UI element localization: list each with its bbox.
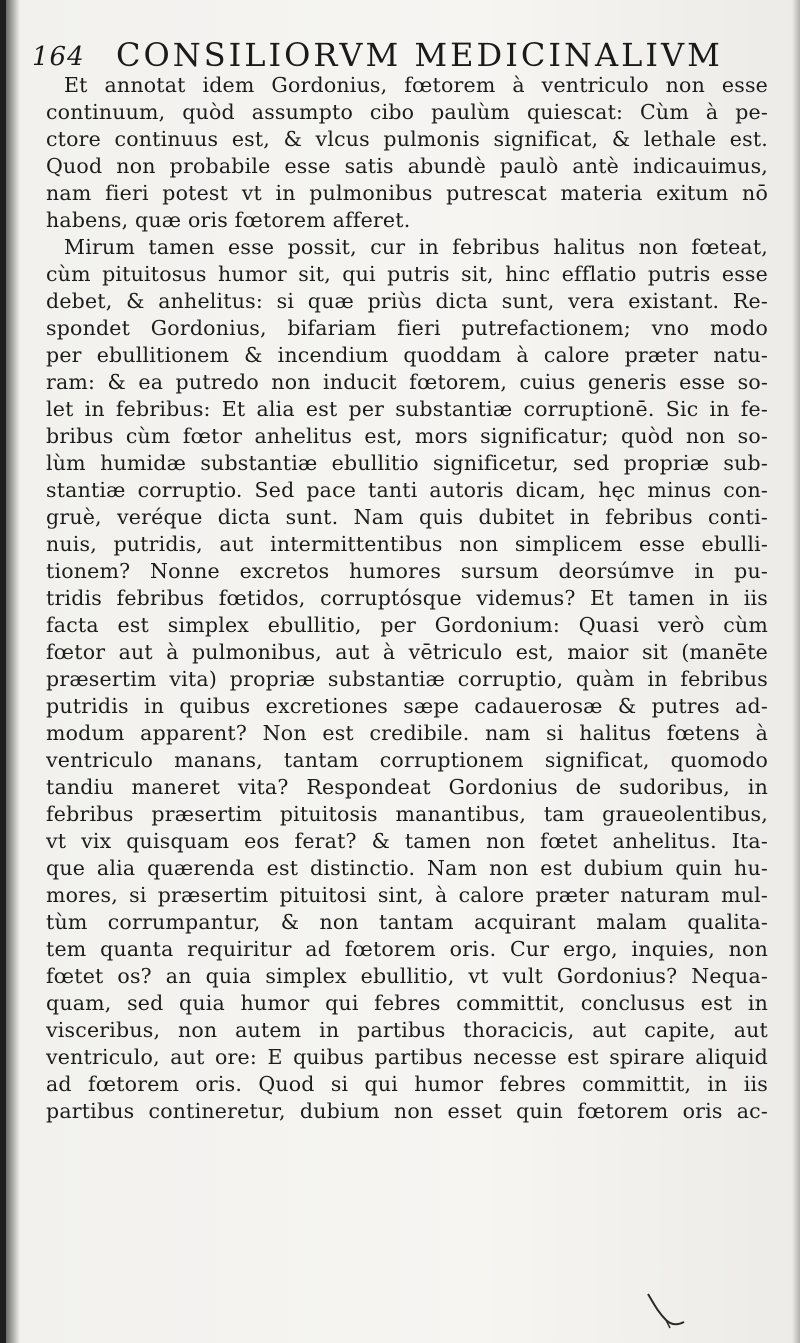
text-line: spondet Gordonius, bifariam fieri putrefactionem; vno modo [46,316,768,340]
text-line: fœtet os? an quia simplex ebullitio, vt vult Gordonius? Nequa- [46,964,768,988]
text-line: que alia quærenda est distinctio. Nam non est dubium quin hu- [46,856,768,880]
text-line: gruè, veréque dicta sunt. Nam quis dubitet in febribus conti- [46,505,768,529]
text-line: febribus præsertim pituitosis manantibus, tam graueolentibus, [46,802,768,826]
text-line: nuis, putridis, aut intermittentibus non simplicem esse ebulli- [46,532,768,556]
text-line: mores, si præsertim pituitosi sint, à calore præter naturam mul- [46,883,768,907]
text-line: tionem? Nonne excretos humores sursum deorsúmve in pu- [46,559,768,583]
page-number: 164 [32,42,85,72]
text-line: Quod non probabile esse satis abundè paulò antè indicauimus, [46,154,768,178]
text-line: putridis in quibus excretiones sæpe cadauerosæ & putres ad- [46,694,768,718]
text-line: per ebullitionem & incendium quoddam à calore præter natu- [46,343,768,367]
text-line: facta est simplex ebullitio, per Gordonium: Quasi verò cùm [46,613,768,637]
text-line: modum apparent? Non est credibile. nam si halitus fœtens à [46,721,768,745]
text-line: habens, quæ oris fœtorem afferet. [46,208,411,232]
text-line: Mirum tamen esse possit, cur in febribus halitus non fœteat, [64,235,768,259]
text-line: nam fieri potest vt in pulmonibus putrescat materia exitum nō [46,181,768,205]
text-line: continuum, quòd assumpto cibo paulùm quiescat: Cùm à pe- [46,100,768,124]
text-line: tandiu maneret vita? Respondeat Gordonius de sudoribus, in [46,775,768,799]
running-head: CONSILIORVM MEDICINALIVM [116,36,723,74]
text-line: let in febribus: Et alia est per substantiæ corruptionē. Sic in fe- [46,397,768,421]
text-line: ventriculo, aut ore: E quibus partibus necesse est spirare aliquid [46,1045,768,1069]
binding-edge [0,0,18,1343]
text-line: ad fœtorem oris. Quod si qui humor febres committit, in iis [46,1072,768,1096]
text-line: visceribus, non autem in partibus thoracicis, aut capite, aut [46,1018,768,1042]
text-line: quam, sed quia humor qui febres committit, conclusus est in [46,991,768,1015]
text-line: vt vix quisquam eos ferat? & tamen non fœtet anhelitus. Ita- [46,829,768,853]
text-line: ventriculo manans, tantam corruptionem significat, quomodo [46,748,768,772]
ink-stroke-mark [640,1290,700,1330]
text-line: fœtor aut à pulmonibus, aut à vētriculo est, maior sit (manēte [46,640,768,664]
text-line: partibus contineretur, dubium non esset quin fœtorem oris ac- [46,1099,768,1123]
text-line: tùm corrumpantur, & non tantam acquirant malam qualita- [46,910,768,934]
text-line: ctore continuus est, & vlcus pulmonis significat, & lethale est. [46,127,768,151]
body-text [46,72,768,1125]
text-line: lùm humidæ substantiæ ebullitio significetur, sed propriæ sub- [46,451,768,475]
text-line: ram: & ea putredo non inducit fœtorem, cuius generis esse so- [46,370,768,394]
text-line: præsertim vita) propriæ substantiæ corruptio, quàm in febribus [46,667,768,691]
text-line: cùm pituitosus humor sit, qui putris sit, hinc efflatio putris esse [46,262,768,286]
text-line: tridis febribus fœtidos, corruptósque videmus? Et tamen in iis [46,586,768,610]
page-header [32,28,772,78]
text-line: bribus cùm fœtor anhelitus est, mors significatur; quòd non so- [46,424,768,448]
text-line: Et annotat idem Gordonius, fœtorem à ventriculo non esse [64,73,768,97]
text-line: tem quanta requiritur ad fœtorem oris. Cur ergo, inquies, non [46,937,768,961]
text-line: stantiæ corruptio. Sed pace tanti autoris dicam, hęc minus con- [46,478,768,502]
text-line: debet, & anhelitus: si quæ priùs dicta sunt, vera existant. Re- [46,289,768,313]
